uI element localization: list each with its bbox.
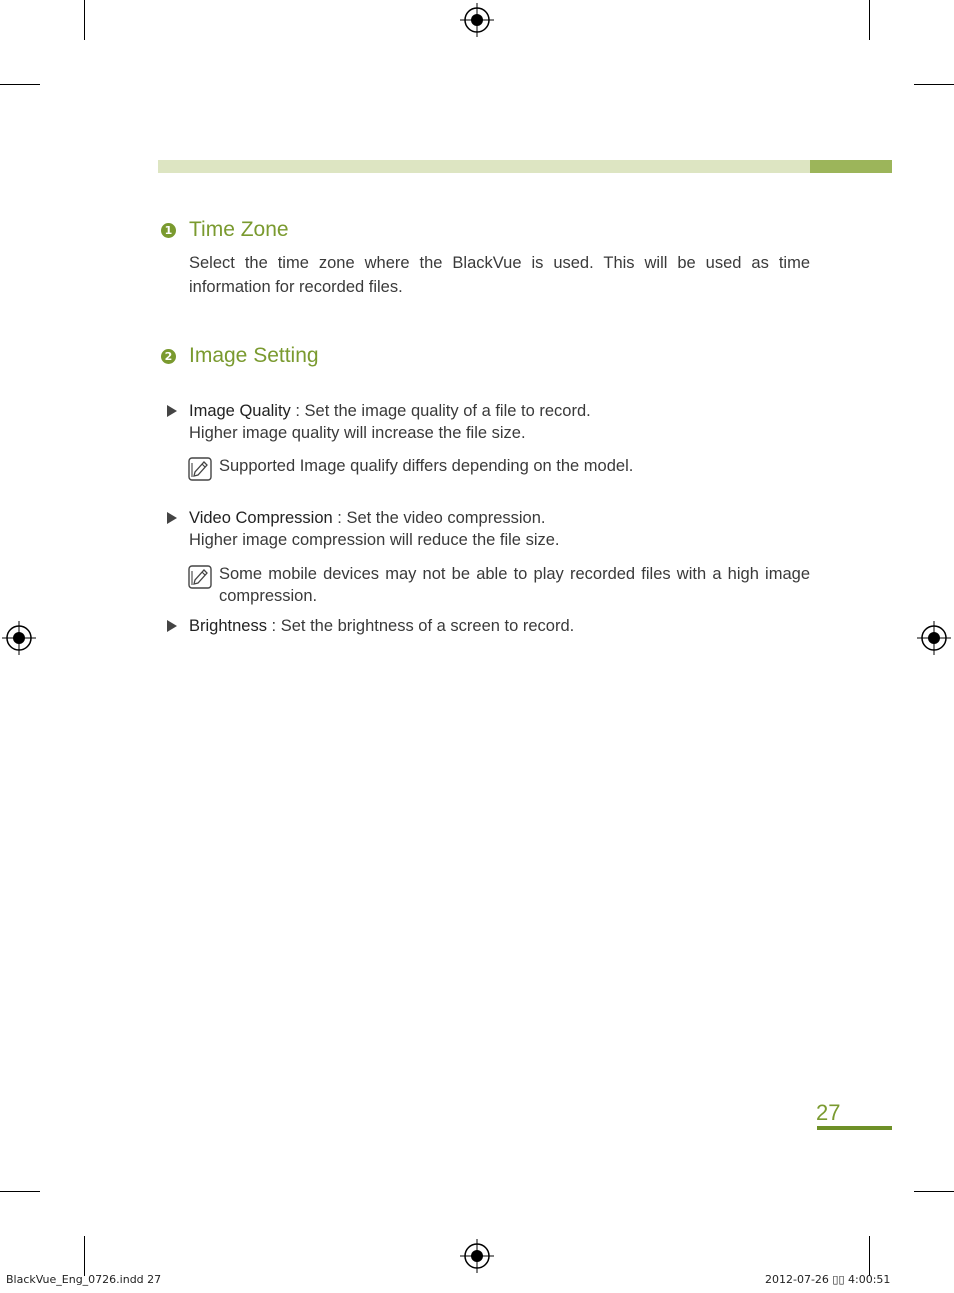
page-number: 27 [816, 1100, 841, 1125]
brightness-desc: : Set the brightness of a screen to record. [266, 617, 575, 635]
page-number-rule [817, 1126, 892, 1130]
video-compression-line [189, 507, 545, 529]
time-zone-description: Select the time zone where the BlackVue is used. This will be used as time information for recorded files. [189, 254, 810, 296]
image-quality-desc: : Set the image quality of a file to record. [290, 402, 591, 420]
section-number-badge: 2 [161, 349, 176, 364]
crop-mark [914, 84, 954, 85]
note-pencil-icon [188, 457, 212, 481]
brightness-term: Brightness [189, 617, 267, 635]
crop-mark [84, 0, 85, 40]
header-bar-accent [810, 160, 892, 173]
section-title-time-zone: Time Zone [189, 218, 289, 241]
bullet-triangle-icon [167, 405, 177, 417]
crop-mark [0, 1191, 40, 1192]
slug-filename: BlackVue_Eng_0726.indd 27 [6, 1273, 162, 1286]
bullet-triangle-icon [167, 620, 177, 632]
image-quality-note: Supported Image qualify differs depending on the model. [219, 457, 634, 475]
bullet-triangle-icon [167, 512, 177, 524]
crop-mark [869, 1236, 870, 1276]
crop-mark [0, 84, 40, 85]
header-bar [158, 160, 810, 173]
registration-mark-icon [2, 621, 36, 655]
image-quality-detail: Higher image quality will increase the file size. [189, 424, 526, 442]
slug-timestamp: 2012-07-26 ▯▯ 4:00:51 [765, 1273, 891, 1286]
crop-mark [869, 0, 870, 40]
note-pencil-icon [188, 565, 212, 589]
image-quality-term: Image Quality [189, 402, 291, 420]
image-quality-line [189, 400, 591, 422]
crop-mark [914, 1191, 954, 1192]
crop-mark [84, 1236, 85, 1276]
video-compression-desc: : Set the video compression. [332, 509, 546, 527]
registration-mark-icon [917, 621, 951, 655]
video-compression-detail: Higher image compression will reduce the file size. [189, 531, 560, 549]
registration-mark-icon [460, 3, 494, 37]
video-compression-note: Some mobile devices may not be able to play recorded files with a high image compression. [219, 565, 810, 605]
section-title-image-setting: Image Setting [189, 344, 319, 367]
video-compression-term: Video Compression [189, 509, 333, 527]
section-number-badge: 1 [161, 223, 176, 238]
registration-mark-icon [460, 1239, 494, 1273]
brightness-line [189, 615, 574, 637]
